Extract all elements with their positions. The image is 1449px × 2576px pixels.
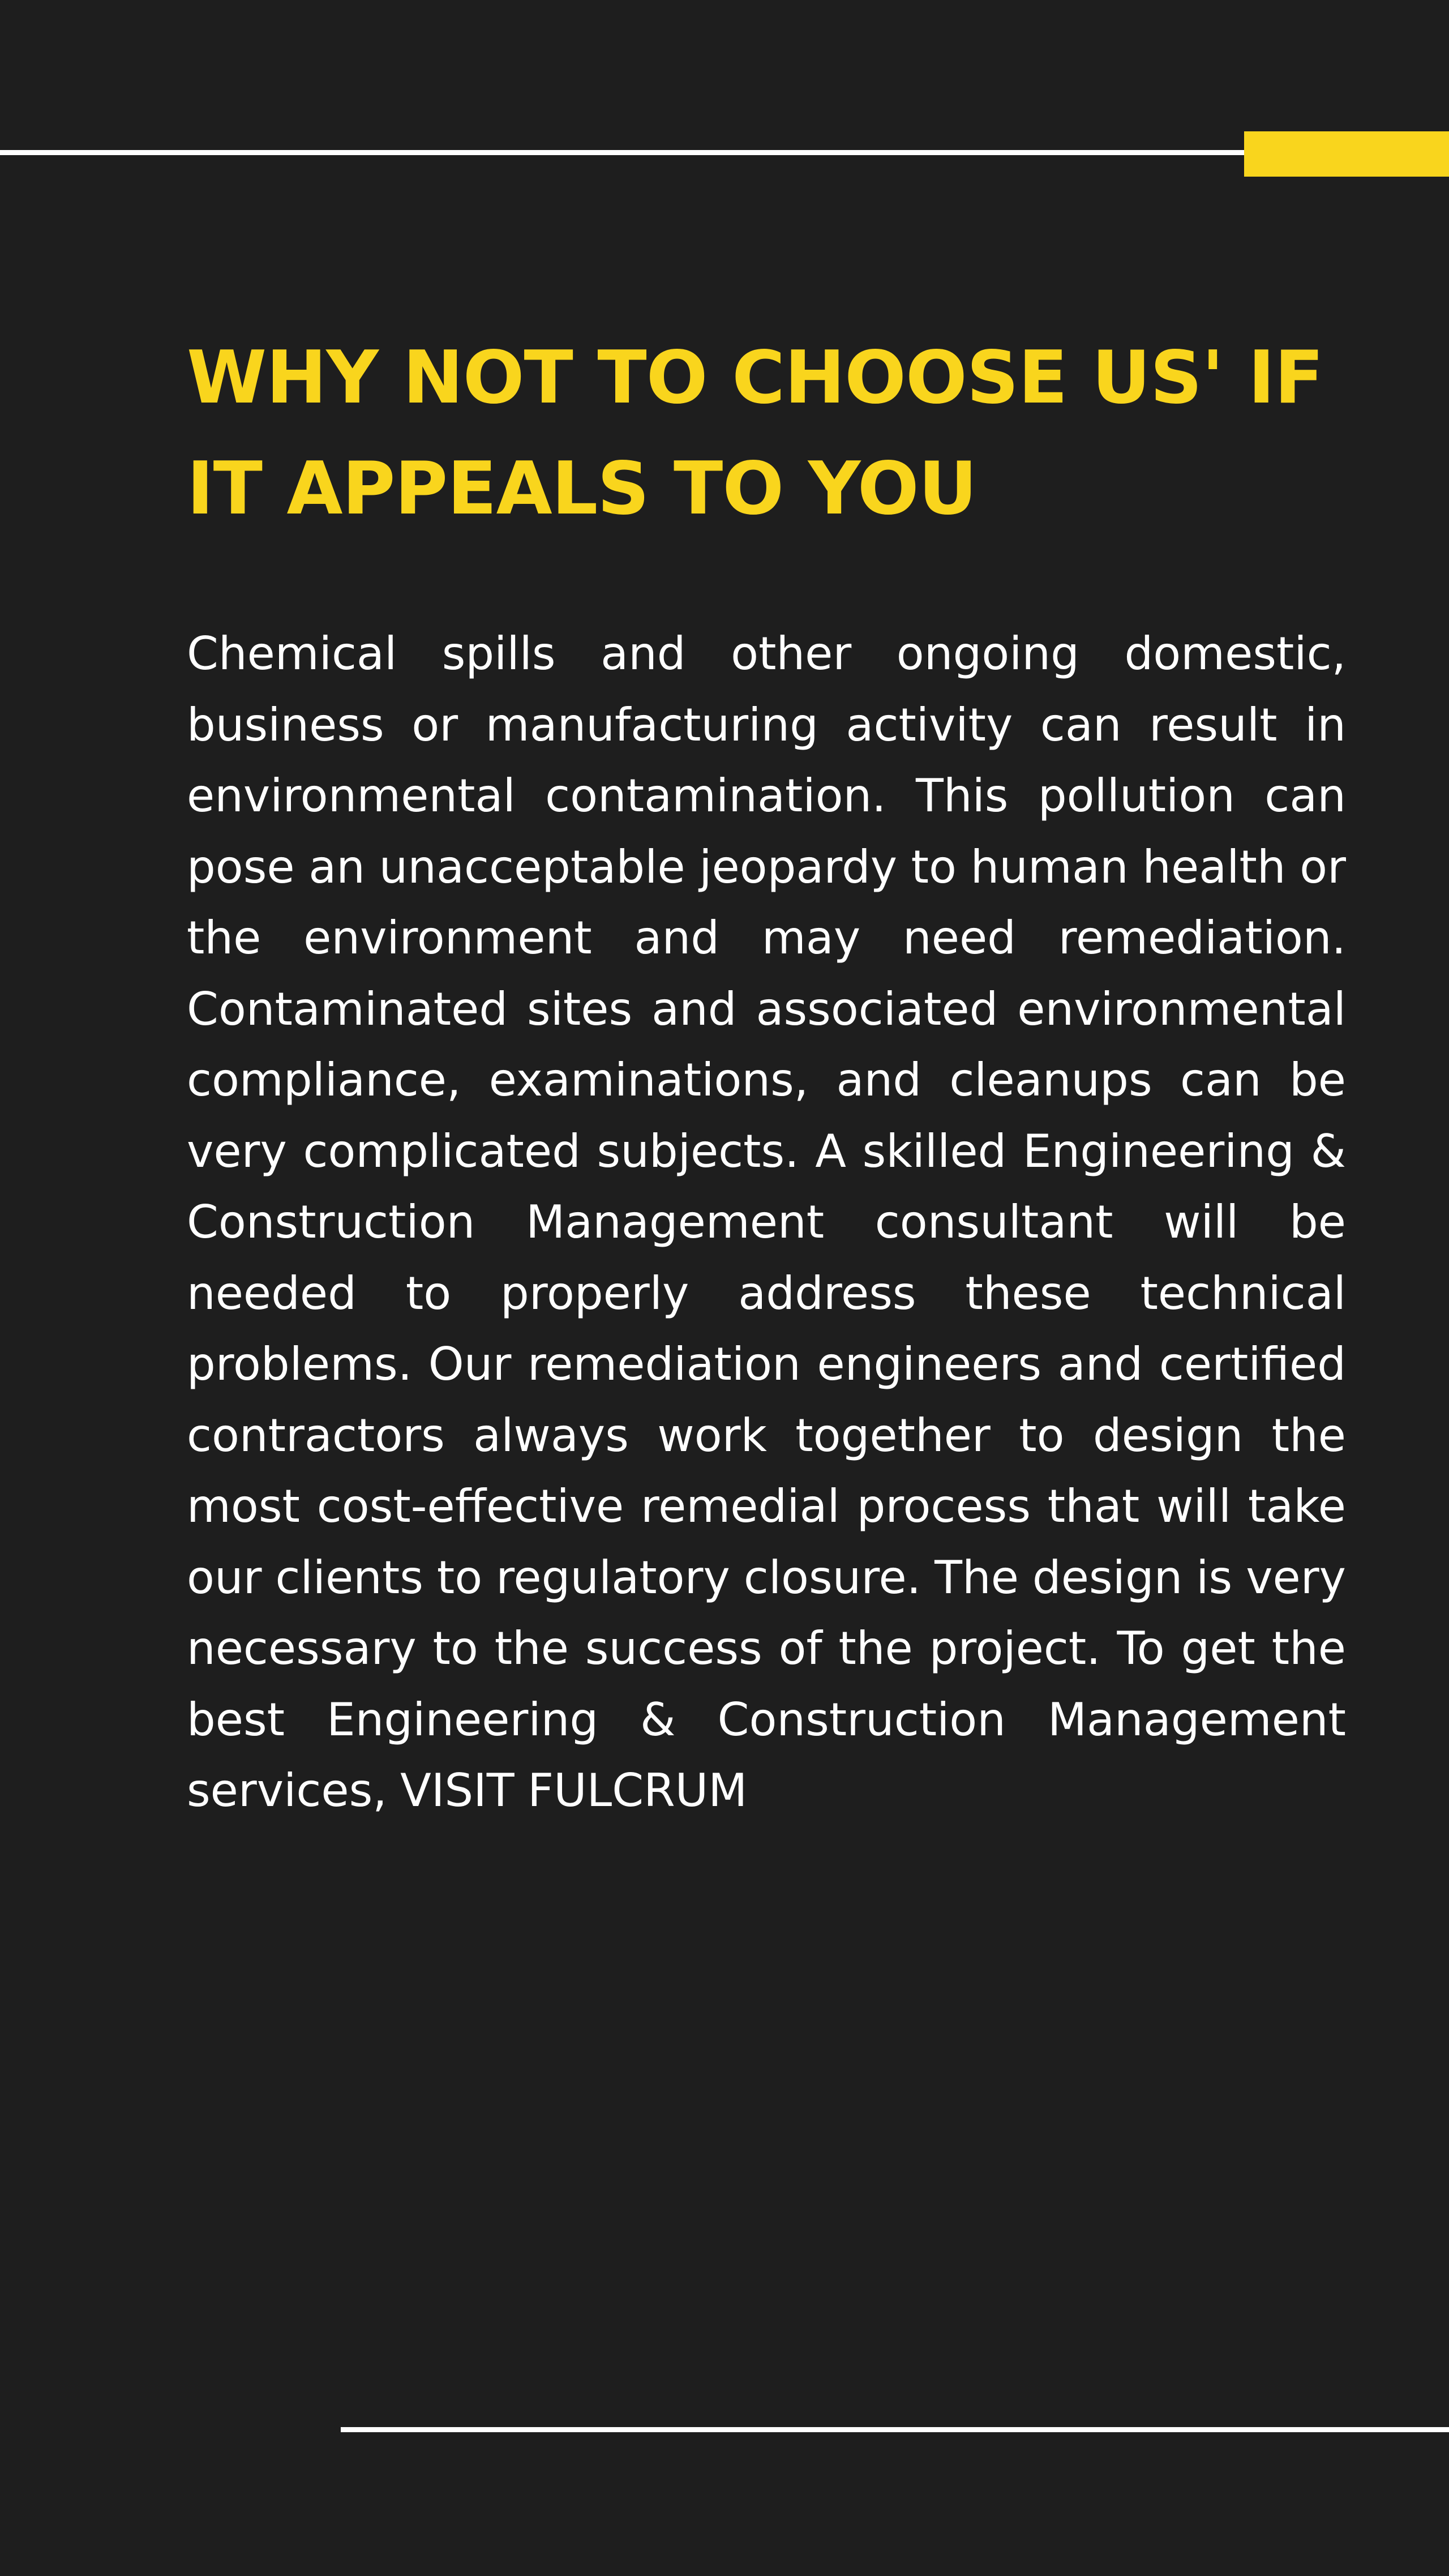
body-paragraph: Chemical spills and other ongoing domestic, business or manufacturing activity can result in environmental contamination. This pollution can pose an unacceptable jeopardy to human health or the environment and may need remediation. Contaminated sites and associated environmental compliance, examinations, and cleanups can be very complicated subjects. A skilled Engineering & Construction Management consultant will be needed to properly address these technical problems. Our remediation engineers and certified contractors always work together to design the most cost-effective remedial process that will take our clients to regulatory closure. The design is very necessary to the success of the project. To get the best Engineering & Construction Management services, VISIT FULCRUM <box>187 627 1346 1817</box>
top-accent-bar <box>1244 131 1449 177</box>
top-divider-line <box>0 150 1245 155</box>
bottom-divider-line <box>341 2427 1449 2432</box>
page-title: WHY NOT TO CHOOSE US' IF IT APPEALS TO YOU <box>187 336 1323 531</box>
